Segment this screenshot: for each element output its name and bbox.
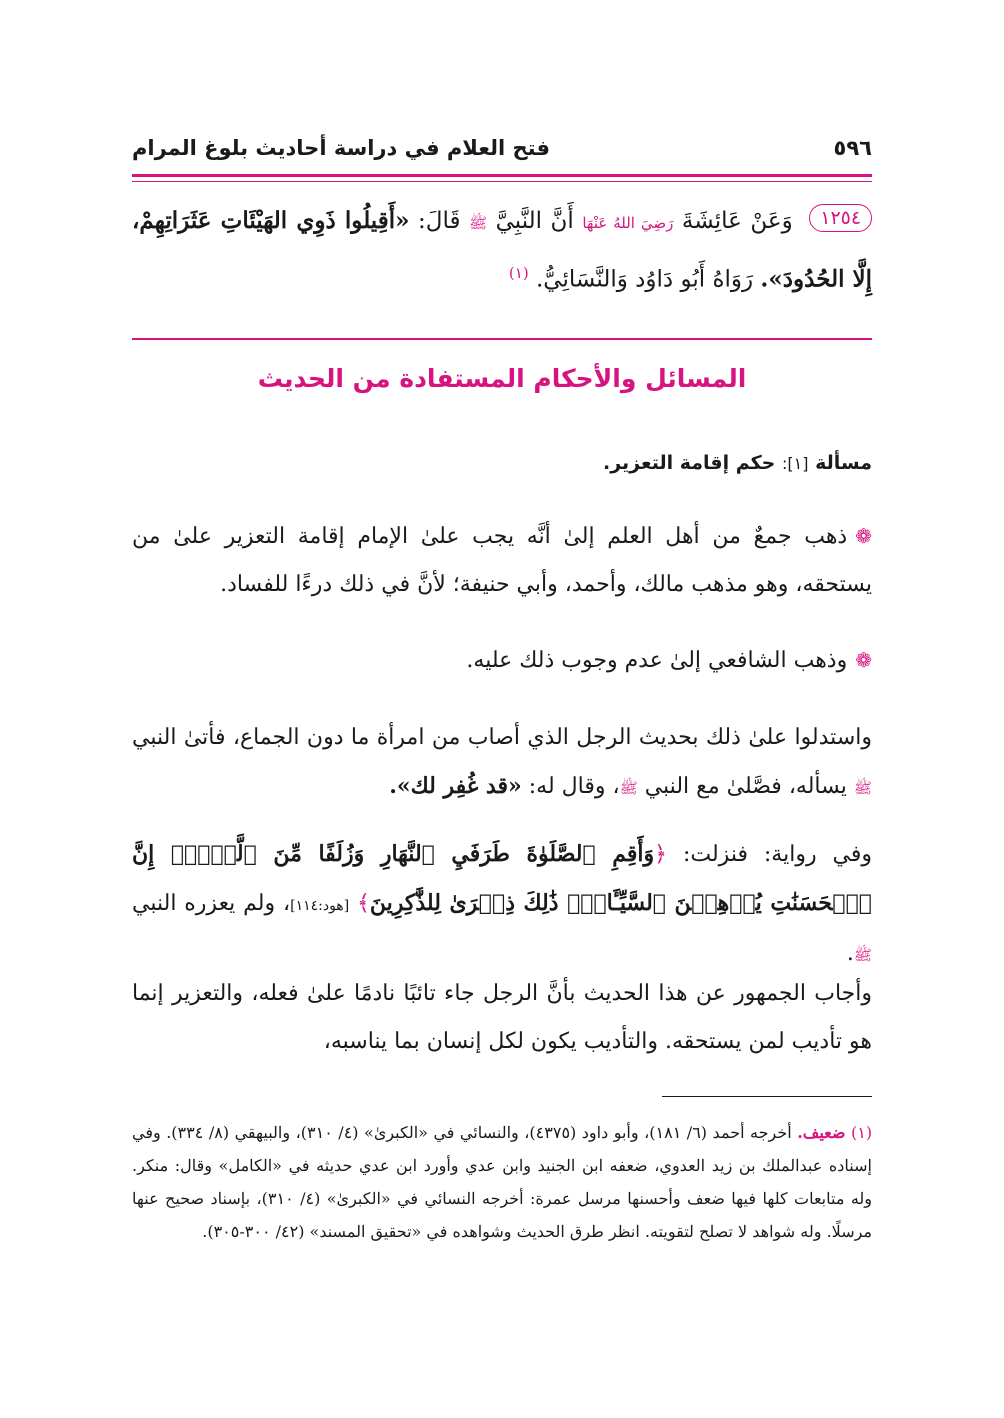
page-number: ٥٩٦ <box>833 136 872 160</box>
hadith-divider <box>132 338 872 340</box>
paragraph-2 <box>132 636 872 685</box>
paragraph-1 <box>132 512 872 609</box>
hadith-qala: قَالَ: <box>418 208 461 234</box>
section-title: المسائل والأحكام المستفادة من الحديث <box>257 364 747 393</box>
running-header <box>132 128 872 168</box>
quran-verse: وَأَقِمِ ٱلصَّلَوٰةَ طَرَفَيِ ٱلنَّهَارِ وَزُلَفًا مِّنَ ٱلَّيۡلِۚ إِنَّ ٱلۡحَسَنَٰتِ يُذۡهِبۡنَ ٱلسَّيِّـَٔاتِۚ ذَٰلِكَ ذِكۡرَىٰ لِلذَّٰكِرِينَ <box>132 841 872 916</box>
paragraph-4-text-b: ، ولم يعزره النبي <box>132 891 291 916</box>
issue-title: حكم إقامة التعزير. <box>603 452 776 474</box>
verse-reference: [هود:١١٤] <box>290 898 350 914</box>
footnote <box>132 1116 872 1248</box>
quran-brace-close: ﴾ <box>357 891 370 916</box>
paragraph-5 <box>132 970 872 1066</box>
paragraph-3-text-a: واستدلوا علىٰ ذلك بحديث الرجل الذي أصاب من امرأة ما دون الجماع، فأتىٰ النبي <box>132 725 872 750</box>
paragraph-3-text-c: ، وقال له: <box>528 774 620 799</box>
hadith-quote: «أَقِيلُوا ذَوِي الهَيْئَاتِ عَثَرَاتِهِمْ، إِلَّا الحُدُودَ». <box>132 207 872 293</box>
paragraph-4 <box>132 830 872 979</box>
salla-honorific: ﷺ <box>468 214 488 232</box>
hadith-mid: أَنَّ النَّبِيَّ <box>495 208 574 234</box>
footnote-grade: ضعيف. <box>797 1123 846 1142</box>
book-title: فتح العلام في دراسة أحاديث بلوغ المرام <box>132 136 550 160</box>
paragraph-4-end: . <box>846 941 854 966</box>
book-page <box>132 0 872 1418</box>
hadith-text <box>132 196 872 336</box>
hadith-intro: وَعَنْ عَائِشَةَ <box>681 208 793 234</box>
header-rule-thin <box>132 181 872 182</box>
paragraph-3 <box>132 714 872 812</box>
hadith-number-badge: ١٢٥٤ <box>809 204 872 232</box>
salla-honorific: ﷺ <box>619 779 638 797</box>
radiya-honorific: رَضِيَ اللهُ عَنْهَا <box>582 214 674 232</box>
footnote-reference[interactable]: (١) <box>508 264 529 282</box>
quran-brace-open: ﴿ <box>654 842 668 867</box>
paragraph-3-text-b: يسأله، فصَّلىٰ مع النبي <box>644 774 847 799</box>
flower-bullet-icon: ❁ <box>855 648 872 672</box>
flower-bullet-icon: ❁ <box>855 524 872 548</box>
paragraph-4-text-a: وفي رواية: فنزلت: <box>682 842 872 867</box>
paragraph-1-text: ذهب جمعٌ من أهل العلم إلىٰ أنَّه يجب علىٰ الإمام إقامة التعزير علىٰ من يستحقه، وهو مذهب مالك، وأحمد، وأبي حنيفة؛ لأنَّ في ذلك درءًا للفساد. <box>132 524 872 597</box>
paragraph-3-quote: «قد غُفِر لك». <box>389 773 522 799</box>
paragraph-2-text: وذهب الشافعي إلىٰ عدم وجوب ذلك عليه. <box>466 648 848 673</box>
issue-number: [١]: <box>782 454 809 473</box>
header-rule <box>132 174 872 177</box>
footnote-number: (١) <box>850 1123 873 1142</box>
issue-heading <box>132 452 872 474</box>
footnote-divider <box>662 1096 872 1097</box>
hadith-riwaya: رَوَاهُ أَبُو دَاوُد وَالنَّسَائِيُّ. <box>536 266 754 293</box>
issue-label: مسألة <box>815 452 872 474</box>
salla-honorific: ﷺ <box>853 779 872 797</box>
footnote-text: أخرجه أحمد (٦/ ١٨١)، وأبو داود (٤٣٧٥)، والنسائي في «الكبرىٰ» (٤/ ٣١٠)، والبيهقي (٨/ ٣٣٤). وفي إسناده عبدالملك بن زيد العدوي، ضعفه ابن الجنيد وابن عدي وأورد ابن عدي حديثه في «الكامل» وقال: منكر. وله متابعات كلها فيها ضعف وأحسنها مرسل عمرة: أخرجه النسائي في «الكبرىٰ» (٤/ ٣١٠)، بإسناد صحيح عنها مرسلًا. وله شواهد لا تصلح لتقويته. انظر طرق الحديث وشواهده في «تحقيق المسند» (٤٢/ ٣٠٠-٣٠٥). <box>132 1123 873 1241</box>
paragraph-5-text: وأجاب الجمهور عن هذا الحديث بأنَّ الرجل جاء تائبًا نادمًا علىٰ فعله، والتعزير إنما هو تأديب لمن يستحقه. والتأديب يكون لكل إنسان بما يناسبه، <box>132 981 872 1054</box>
salla-honorific: ﷺ <box>853 946 872 964</box>
